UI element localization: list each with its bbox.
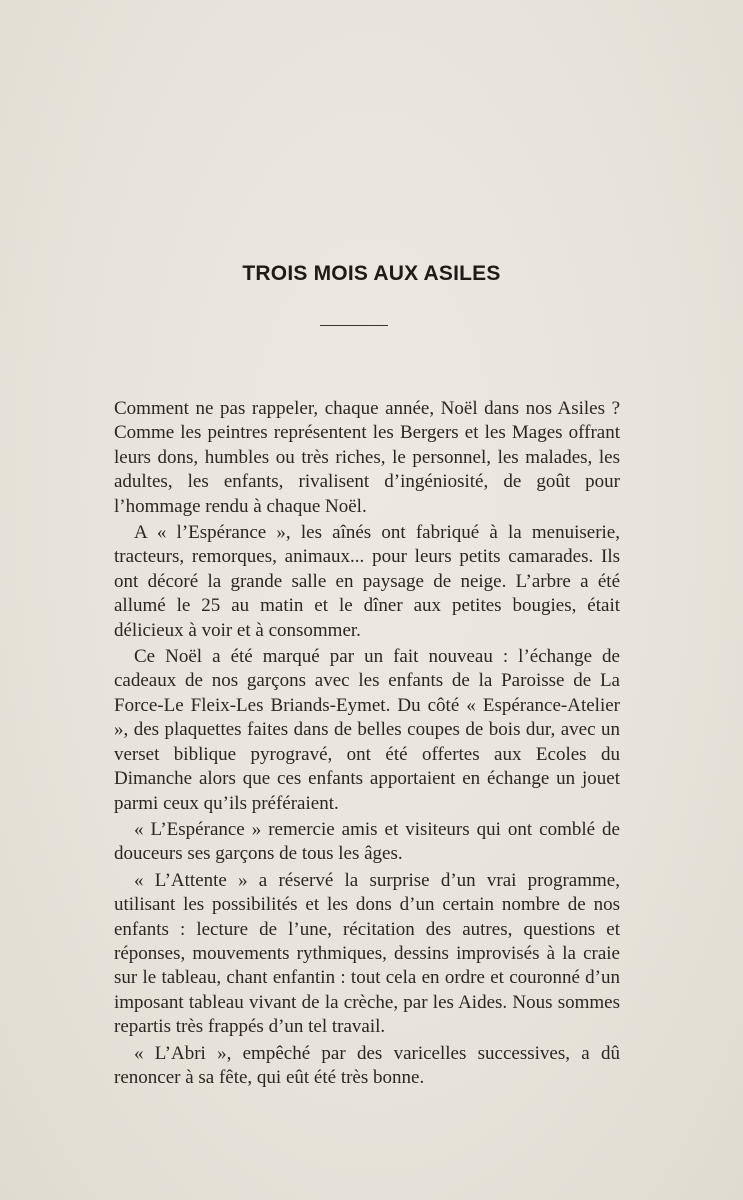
paragraph-3: Ce Noël a été marqué par un fait nouveau : l’échange de cadeaux de nos garçons avec les enfants de la Paroisse de La Force-Le Fleix-Les Briands-Eymet. Du côté « Espérance-Atelier », des plaquettes faites dans de belles coupes de bois dur, avec un verset biblique pyrogravé, ont été offertes aux Ecoles du Dimanche alors que ces enfants apportaient en échange un jouet parmi ceux qu’ils préféraient. — [114, 646, 620, 814]
paragraph-4: « L’Espérance » remercie amis et visiteurs qui ont comblé de douceurs ses garçons de tous les âges. — [114, 818, 620, 865]
article-body — [114, 397, 620, 1090]
page-title: TROIS MOIS AUX ASILES — [242, 262, 501, 285]
title-divider — [320, 325, 388, 326]
paragraph-5: « L’Attente » a réservé la surprise d’un vrai programme, utilisant les possibilités et les dons d’un certain nombre de nos enfants : lecture de l’une, récitation des autres, questions et réponses, mouvements rythmiques, dessins improvisés à la craie sur le tableau, chant enfantin : tout cela en ordre et couronné d’un imposant tableau vivant de la crèche, par les Aides. Nous sommes repartis très frappés d’un tel travail. — [114, 869, 620, 1038]
paragraph-6: « L’Abri », empêché par des varicelles successives, a dû renoncer à sa fête, qui eût été très bonne. — [114, 1042, 620, 1088]
paragraph-1: Comment ne pas rappeler, chaque année, Noël dans nos Asiles ? Comme les peintres représentent les Bergers et les Mages offrant leurs dons, humbles ou très riches, le personnel, les malades, les adultes, les enfants, rivalisent d’ingéniosité, de goût pour l’hommage rendu à chaque Noël. — [114, 398, 620, 517]
paragraph-2: A « l’Espérance », les aînés ont fabriqué à la menuiserie, tracteurs, remorques, animaux... pour leurs petits camarades. Ils ont décoré la grande salle en paysage de neige. L’arbre a été allumé le 25 au matin et le dîner aux petites bougies, était délicieux à voir et à consommer. — [114, 522, 620, 641]
